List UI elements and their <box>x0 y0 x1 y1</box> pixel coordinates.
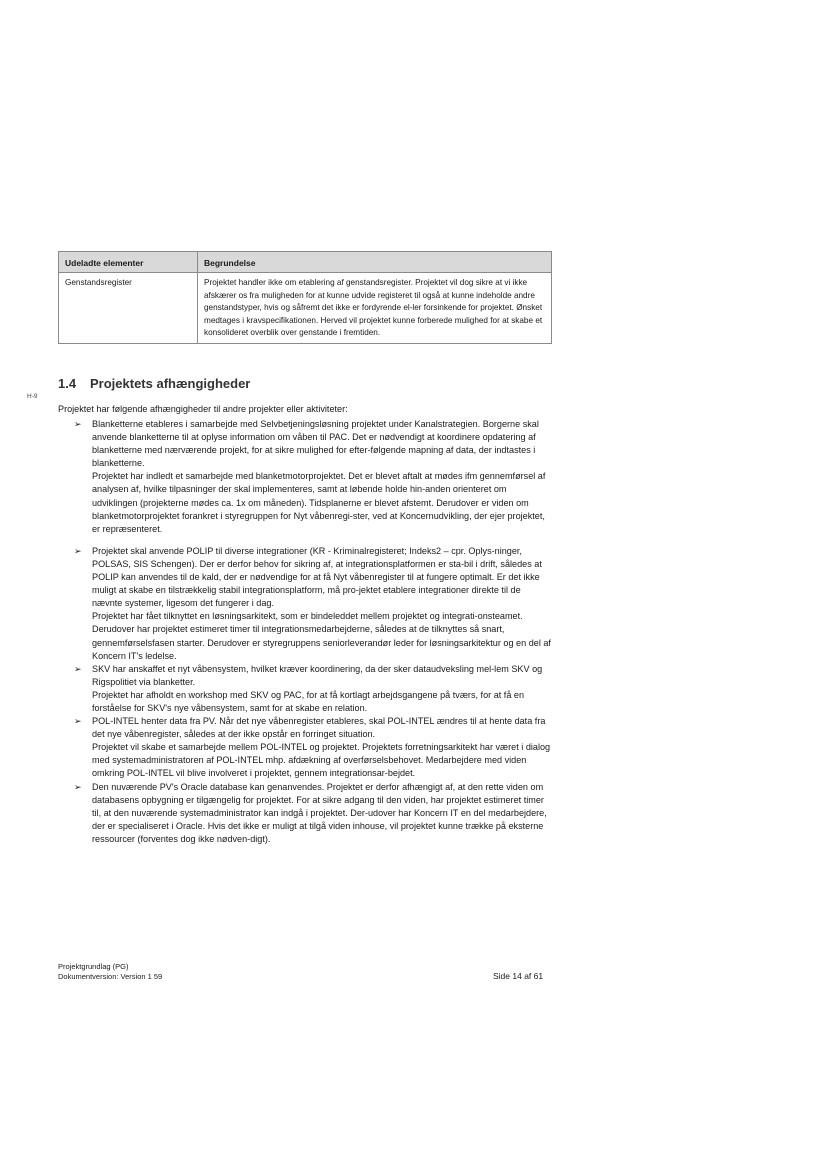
paragraph: Projektet vil skabe et samarbejde mellem POL-INTEL og projektet. Projektets forretningsarkitekt har været i dialog med systemadministratoren af POL-INTEL mhp. afdækning af overførselsbehovet. Medarbejdere med viden omkring POL-INTEL vil blive involveret i projektet, gennem integrationsar-bejdet. <box>92 742 551 779</box>
list-item <box>74 418 552 536</box>
table-header-excluded-elements: Udeladte elementer <box>59 252 198 273</box>
list-item <box>74 663 552 715</box>
paragraph: SKV har anskaffet et nyt våbensystem, hvilket kræver koordinering, da der sker dataudveksling mel-lem SKV og Rigspolitiet via blanketter. <box>92 663 543 687</box>
table-cell-element: Genstandsregister <box>59 273 198 344</box>
table-header-row <box>59 252 552 273</box>
footer-doc-version: Dokumentversion: Version 1 59 <box>58 972 163 981</box>
arrow-bullet-icon: ➢ <box>74 663 82 674</box>
paragraph: POL-INTEL henter data fra PV. Når det nye våbenregister etableres, skal POL-INTEL ændres til at hente data fra det nye våbenregister, således at der ikke opstår en forringet situation. <box>92 716 546 740</box>
table-header-justification: Begrundelse <box>198 252 552 273</box>
arrow-bullet-icon: ➢ <box>74 716 82 727</box>
list-item <box>74 715 552 780</box>
section-heading <box>58 376 250 391</box>
list-item <box>74 545 552 663</box>
section-title: Projektets afhængigheder <box>90 376 251 391</box>
footer-document-info <box>58 962 162 982</box>
paragraph: Blanketterne etableres i samarbejde med Selvbetjeningsløsning projektet under Kanalstrategien. Borgerne skal anvende blanketterne til at oplyse information om våben til PAC. Det er nødvendigt at koordinere opdatering af blanketterne med nærværende projekt, for at sikre mulighed for efter-følgende mapning af data, der indtastes i blanketterne. <box>92 419 539 469</box>
footer-doc-title: Projektgrundlag (PG) <box>58 962 129 971</box>
list-item <box>74 781 552 846</box>
arrow-bullet-icon: ➢ <box>74 781 82 792</box>
section-number: 1.4 <box>58 376 77 391</box>
paragraph: Projektet har indledt et samarbejde med blanketmotorprojektet. Det er blevet aftalt at mødes ifm gennemførsel af analysen af, hvilke tilpasninger der skal implementeres, samt at løbende holde hin-anden orienteret om udviklingen (projekterne mødes ca. 1x om måneden). Tidsplanerne er blevet afstemt. Derudover er viden om blanketmotorprojektet forankret i styregruppen for Nyt våbenregi-ster, ved at Koncernudvikling, der ejer projektet, er repræsenteret. <box>92 471 546 534</box>
margin-note: H-9 <box>27 393 38 400</box>
intro-paragraph: Projektet har følgende afhængigheder til andre projekter eller aktiviteter: <box>58 404 348 414</box>
paragraph: Projektet skal anvende POLIP til diverse integrationer (KR - Kriminalregisteret; Indeks2 – cpr. Oplys-ninger, POLSAS, SIS Schengen). Der er derfor behov for sikring af, at integrationsplatformen er sta-bil i drift, således at POLIP kan anvendes til de kald, der er nødvendige for at få Nyt våbenregister til at fungere optimalt. Er det ikke muligt at skabe en tilstrækkelig stabil integrationsplatform, må pro-jektet etablere integrationer direkte til de nævnte systemer, ligesom det fungerer i dag. <box>92 545 542 609</box>
arrow-bullet-icon: ➢ <box>74 545 82 556</box>
excluded-elements-table <box>58 251 552 344</box>
paragraph: Projektet har fået tilknyttet en løsningsarkitekt, som er bindeleddet mellem projektet og integrati-onsteamet. Derudover har projektet estimeret timer til integrationsmedarbejderne, således at de tilknyttes så snart, gennemførselsfasen starter. Derudover er styregruppens seniorleverandør leder for løsningsarkitektur og en del af Koncern IT's ledelse. <box>92 611 551 661</box>
table-row <box>59 273 552 344</box>
paragraph: Projektet har afholdt en workshop med SKV og PAC, for at få kortlagt arbejdsgangene på tværs, for at få en forståelse for SKV's nye våbensystem, samt for at skabe en relation. <box>92 689 525 713</box>
arrow-bullet-icon: ➢ <box>74 419 82 429</box>
footer-page-number: Side 14 af 61 <box>493 971 544 981</box>
paragraph: Den nuværende PV's Oracle database kan genanvendes. Projektet er derfor afhængigt af, at den rette viden om databasens opbygning er tilgængelig for projektet. For at sikre adgang til den viden, har projektet estimeret timer til, at den nuværende systemadministrator kan indgå i projektet. Der-udover har Koncern IT en del medarbejdere, der er specialiseret i Oracle. Hvis det ikke er muligt at tilgå viden inhouse, vil projektet kunne trække på eksterne ressourcer (forventes dog ikke nødven-digt). <box>92 781 547 844</box>
table-cell-reason: Projektet handler ikke om etablering af genstandsregister. Projektet vil dog sikre at vi ikke afskærer os fra muligheden for at kunne udvide registeret til også at kunne indeholde andre genstandstyper, hvis og såfremt det ikke er fordyrende el-ler forsinkende for projektet. Ønsket medtages i kravspecifikationen. Herved vil projektet kunne forberede mulighed for at skabe et konsolideret overblik over genstande i fremtiden. <box>198 273 552 344</box>
dependency-list <box>74 418 552 846</box>
